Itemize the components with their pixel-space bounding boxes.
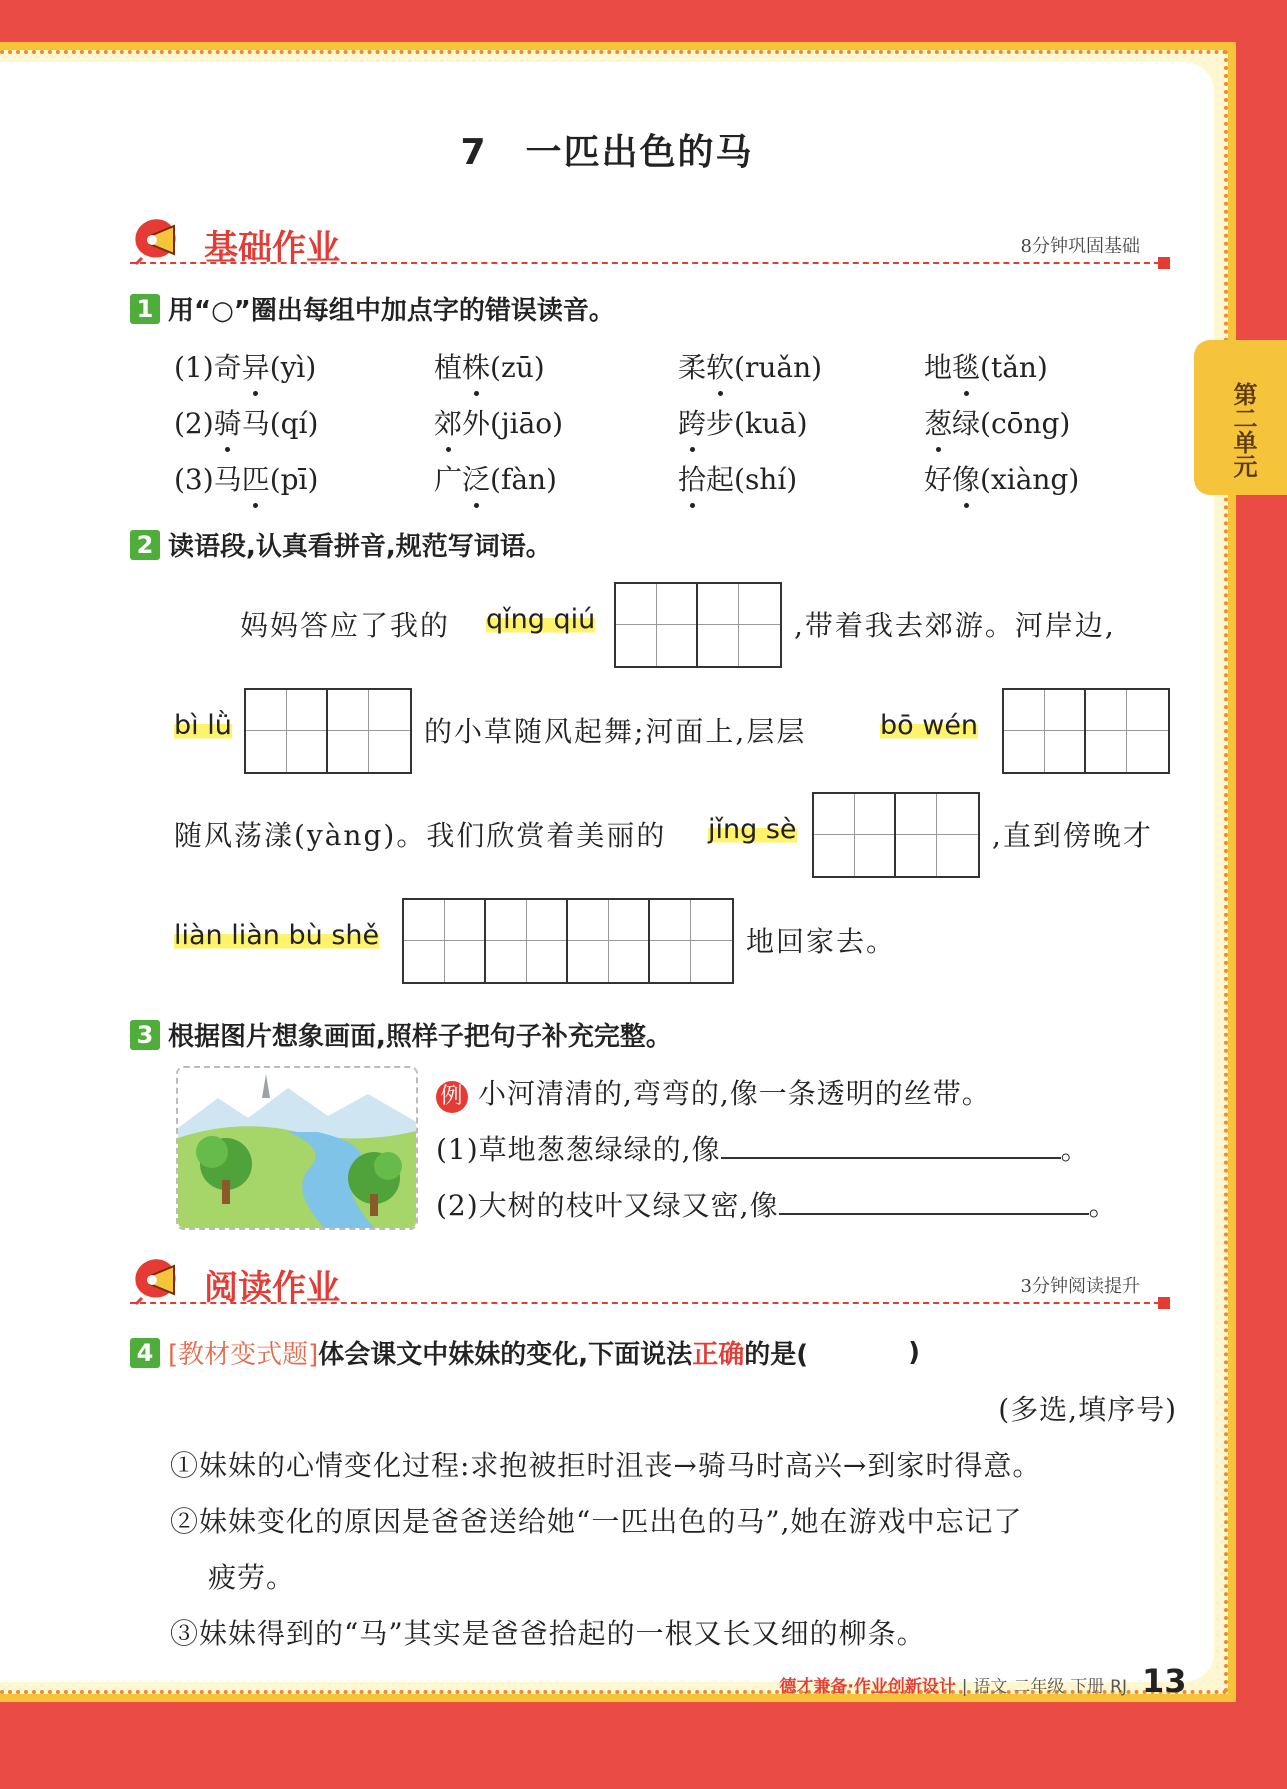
page-title: 7 一匹出色的马 — [460, 132, 754, 173]
sentence-1-text: (1)草地葱葱绿绿的,像 — [436, 1133, 721, 1166]
question-number: 2 — [130, 530, 160, 560]
sentence-2-text: (2)大树的枝叶又绿又密,像 — [436, 1189, 779, 1222]
pinyin-hint: bì lǜ — [174, 710, 232, 741]
sentence-2 — [436, 1184, 1118, 1224]
question-prompt-a: 体会课文中妹妹的变化,下面说法 — [318, 1340, 693, 1370]
pronunciation-item[interactable] — [678, 402, 808, 442]
footer-book-info — [779, 1672, 1127, 1697]
question-prompt: 读语段,认真看拼音,规范写词语。 — [168, 532, 552, 562]
item-pinyin[interactable]: 步(kuā) — [706, 407, 808, 440]
question-4 — [130, 1334, 920, 1371]
pronunciation-item[interactable] — [924, 458, 1079, 498]
section-reading-homework — [130, 1254, 1170, 1314]
footer-grade: 二年级 — [1013, 1677, 1065, 1697]
question-3 — [130, 1016, 672, 1053]
footer-separator: | — [961, 1677, 968, 1697]
dotted-character: 跨 — [678, 402, 706, 442]
dotted-character: 郊 — [434, 402, 462, 442]
item-pinyin[interactable]: 马(qí) — [241, 407, 319, 440]
pinyin-hint: bō wén — [880, 710, 979, 741]
grid-cell[interactable] — [568, 900, 650, 982]
megaphone-icon — [130, 1254, 186, 1306]
item-prefix: (2) — [174, 407, 214, 440]
pronunciation-item[interactable] — [434, 458, 557, 498]
grid-cell[interactable] — [246, 690, 328, 772]
dotted-character: 软 — [706, 346, 734, 386]
footer-subject: 语文 — [973, 1677, 1008, 1697]
section-divider — [130, 1302, 1170, 1304]
sentence-1 — [436, 1128, 1090, 1168]
item-pinyin[interactable]: (fàn) — [490, 463, 557, 496]
pronunciation-item[interactable] — [174, 402, 318, 442]
pronunciation-item[interactable] — [434, 402, 563, 442]
question-number: 3 — [130, 1020, 160, 1050]
item-pinyin[interactable]: 起(shí) — [706, 463, 798, 496]
example-text: 小河清清的,弯弯的,像一条透明的丝带。 — [478, 1077, 991, 1110]
question-tag: [教材变式题] — [168, 1340, 319, 1370]
option-2-continued: 疲劳。 — [208, 1561, 296, 1594]
option-3: ③妹妹得到的“马”其实是爸爸拾起的一根又长又细的柳条。 — [170, 1617, 926, 1650]
item-pinyin[interactable]: (yì) — [269, 351, 317, 384]
divider-end-marker — [1158, 257, 1170, 269]
page-number: 13 — [1142, 1662, 1187, 1700]
dotted-character: 异 — [242, 346, 270, 386]
paragraph-text: ,带着我去郊游。河岸边, — [794, 609, 1116, 642]
grid-cell[interactable] — [698, 584, 780, 666]
grid-cell[interactable] — [616, 584, 698, 666]
writing-grid-2[interactable] — [244, 688, 412, 774]
divider-end-marker — [1158, 1297, 1170, 1309]
question-prompt-emphasis: 正确 — [692, 1340, 745, 1370]
writing-grid-5[interactable] — [402, 898, 734, 984]
period: 。 — [1060, 1133, 1090, 1166]
dotted-character: 骑 — [214, 402, 242, 442]
period: 。 — [1088, 1189, 1118, 1222]
footer-edition: RJ — [1110, 1677, 1127, 1697]
paragraph-text: 妈妈答应了我的 — [240, 609, 451, 642]
grid-cell[interactable] — [814, 794, 896, 876]
dotted-character: 泛 — [462, 458, 490, 498]
item-pinyin[interactable]: (xiàng) — [980, 463, 1080, 496]
answer-line-2[interactable] — [779, 1187, 1089, 1215]
item-prefix: 地 — [924, 351, 953, 384]
section-time-note: 8分钟巩固基础 — [1020, 236, 1140, 257]
writing-grid-3[interactable] — [1002, 688, 1170, 774]
pinyin-hint: qǐng qiú — [486, 604, 596, 635]
pronunciation-item[interactable] — [434, 346, 545, 386]
pronunciation-item[interactable] — [678, 458, 797, 498]
item-prefix: 广 — [434, 463, 463, 496]
question-prompt-d: ) — [908, 1337, 920, 1368]
footer-brand: 德才兼备·作业创新设计 — [779, 1677, 956, 1697]
item-prefix: 好 — [924, 463, 953, 496]
example-sentence — [436, 1072, 991, 1113]
answer-line-1[interactable] — [721, 1131, 1061, 1159]
megaphone-icon — [130, 214, 186, 266]
paragraph-text: ,直到傍晚才 — [992, 819, 1153, 852]
example-badge: 例 — [436, 1081, 468, 1113]
question-2 — [130, 526, 552, 563]
section-title: 基础作业 — [204, 228, 340, 268]
unit-side-tab[interactable]: 第二单元 — [1194, 340, 1287, 495]
pinyin-hint: jǐng sè — [708, 814, 797, 845]
section-basic-homework — [130, 214, 1170, 274]
section-time-note: 3分钟阅读提升 — [1020, 1276, 1140, 1297]
pronunciation-item[interactable] — [924, 402, 1070, 442]
grid-cell[interactable] — [1004, 690, 1086, 772]
question-prompt-c: 的是( — [744, 1340, 809, 1370]
paragraph-text: 地回家去。 — [746, 925, 897, 958]
pronunciation-item[interactable] — [174, 346, 316, 386]
section-title: 阅读作业 — [204, 1268, 340, 1308]
grid-cell[interactable] — [896, 794, 978, 876]
paragraph-text: 的小草随风起舞;河面上,层层 — [424, 715, 807, 748]
item-pinyin[interactable]: 绿(cōng) — [952, 407, 1071, 440]
item-prefix: 植 — [434, 351, 463, 384]
pronunciation-item[interactable] — [174, 458, 318, 498]
grid-cell[interactable] — [328, 690, 410, 772]
paragraph-text: 随风荡漾(yàng)。我们欣赏着美丽的 — [174, 819, 667, 852]
item-pinyin[interactable]: (tǎn) — [980, 351, 1048, 384]
dotted-character: 拾 — [678, 458, 706, 498]
dotted-character: 株 — [462, 346, 490, 386]
question-prompt: 根据图片想象画面,照样子把句子补充完整。 — [168, 1022, 672, 1052]
grid-cell[interactable] — [650, 900, 732, 982]
item-prefix: (3)马 — [174, 463, 242, 496]
pinyin-hint: liàn liàn bù shě — [174, 920, 380, 951]
item-prefix: 柔 — [678, 351, 707, 384]
question-number: 1 — [130, 294, 160, 324]
pronunciation-item[interactable] — [924, 346, 1048, 386]
dotted-character: 像 — [952, 458, 980, 498]
section-divider — [130, 262, 1170, 264]
item-prefix: (1)奇 — [174, 351, 242, 384]
item-pinyin[interactable]: (ruǎn) — [734, 351, 823, 384]
option-1: ①妹妹的心情变化过程:求抱被拒时沮丧→骑马时高兴→到家时得意。 — [170, 1449, 1042, 1482]
dotted-character: 匹 — [242, 458, 270, 498]
multi-select-hint: (多选,填序号) — [998, 1393, 1177, 1426]
question-prompt: 用“○”圈出每组中加点字的错误读音。 — [168, 296, 615, 326]
item-pinyin[interactable]: (pī) — [269, 463, 319, 496]
writing-grid-1[interactable] — [614, 582, 782, 668]
river-landscape-illustration — [176, 1066, 418, 1230]
grid-cell[interactable] — [486, 900, 568, 982]
option-2: ②妹妹变化的原因是爸爸送给她“一匹出色的马”,她在游戏中忘记了 — [170, 1505, 1023, 1538]
item-pinyin[interactable]: (zū) — [490, 351, 545, 384]
question-1 — [130, 290, 615, 327]
grid-cell[interactable] — [404, 900, 486, 982]
writing-grid-4[interactable] — [812, 792, 980, 878]
question-number: 4 — [130, 1338, 160, 1368]
footer-term: 下册 — [1070, 1677, 1105, 1697]
dotted-character: 毯 — [952, 346, 980, 386]
item-pinyin[interactable]: 外(jiāo) — [462, 407, 564, 440]
grid-cell[interactable] — [1086, 690, 1168, 772]
pronunciation-item[interactable] — [678, 346, 822, 386]
dotted-character: 葱 — [924, 402, 952, 442]
